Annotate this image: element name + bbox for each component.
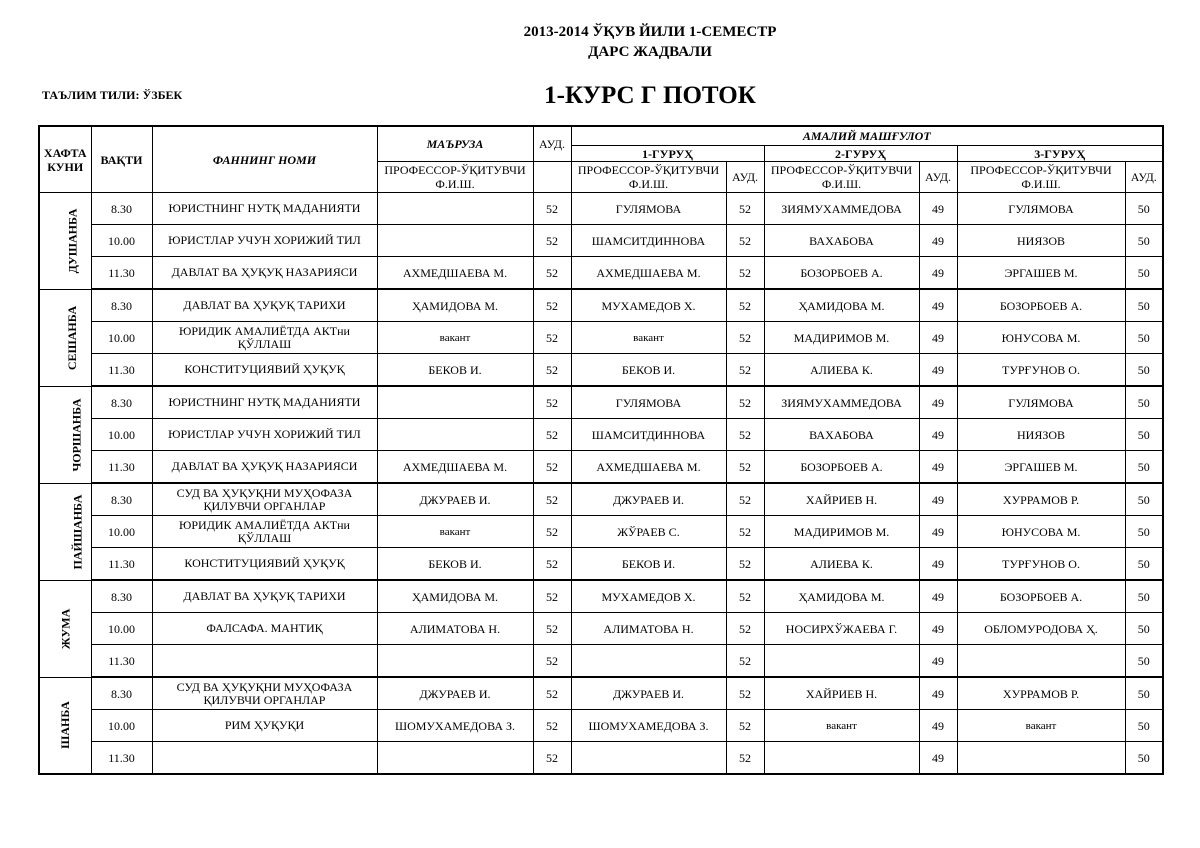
table-row [39,451,1163,484]
group1-teacher-cell: ДЖУРАЕВ И. [571,677,726,710]
group3-teacher-cell: БОЗОРБОЕВ А. [957,580,1125,613]
fio-label: Ф.И.Ш. [1021,177,1061,191]
time-column-header: ВАҚТИ [91,126,152,193]
table-row [39,225,1163,257]
group3-aud-cell: 50 [1125,483,1163,516]
group2-teacher-cell: ХАЙРИЕВ Н. [764,677,919,710]
group1-aud-cell: 52 [726,516,764,548]
lecturer-cell: АХМЕДШАЕВА М. [377,451,533,484]
group1-teacher-cell: вакант [571,322,726,354]
group3-aud-cell: 50 [1125,419,1163,451]
group1-teacher-cell: ГУЛЯМОВА [571,193,726,225]
group3-aud-cell: 50 [1125,613,1163,645]
group3-aud-cell: 50 [1125,451,1163,484]
group3-aud-cell: 50 [1125,742,1163,775]
group3-teacher-cell: ХУРРАМОВ Р. [957,483,1125,516]
group2-aud-cell: 49 [919,613,957,645]
lecture-aud-cell: 52 [533,225,571,257]
lecturer-cell [377,419,533,451]
lecturer-cell: вакант [377,322,533,354]
time-cell: 11.30 [91,257,152,290]
group2-teacher-cell: НОСИРХЎЖАЕВА Г. [764,613,919,645]
prof-label: ПРОФЕССОР-ЎҚИТУВЧИ [770,163,913,177]
group1-teacher-cell: БЕКОВ И. [571,354,726,387]
group2-teacher-cell: ҲАМИДОВА М. [764,289,919,322]
group3-aud-cell: 50 [1125,225,1163,257]
group3-teacher-cell: БОЗОРБОЕВ А. [957,289,1125,322]
table-row [39,677,1163,710]
group3-teacher-cell: ЭРГАШЕВ М. [957,451,1125,484]
group3-aud-cell: 50 [1125,354,1163,387]
fio-label: Ф.И.Ш. [435,177,475,191]
language-label: ТАЪЛИМ ТИЛИ: ЎЗБЕК [42,88,183,102]
lecturer-cell: АХМЕДШАЕВА М. [377,257,533,290]
group1-teacher-cell: ШАМСИТДИННОВА [571,419,726,451]
lecturer-cell: БЕКОВ И. [377,548,533,581]
g1-prof-subheader [571,162,726,193]
time-cell: 8.30 [91,580,152,613]
group1-aud-cell: 52 [726,710,764,742]
subject-cell: ДАВЛАТ ВА ҲУҚУҚ НАЗАРИЯСИ [152,257,377,290]
time-cell: 10.00 [91,613,152,645]
group2-teacher-cell: МАДИРИМОВ М. [764,322,919,354]
group2-aud-cell: 49 [919,710,957,742]
group1-aud-cell: 52 [726,645,764,678]
group1-aud-cell: 52 [726,483,764,516]
day-name: СЕШАНБА [65,305,80,370]
time-cell: 11.30 [91,354,152,387]
group2-aud-cell: 49 [919,742,957,775]
lecture-aud-cell: 52 [533,516,571,548]
group1-aud-cell: 52 [726,354,764,387]
group2-aud-cell: 49 [919,289,957,322]
subject-cell: ДАВЛАТ ВА ҲУҚУҚ НАЗАРИЯСИ [152,451,377,484]
lecture-aud-cell: 52 [533,645,571,678]
group3-teacher-cell: ХУРРАМОВ Р. [957,677,1125,710]
time-cell: 10.00 [91,419,152,451]
group2-teacher-cell: МАДИРИМОВ М. [764,516,919,548]
time-cell: 8.30 [91,386,152,419]
group2-teacher-cell: АЛИЕВА К. [764,548,919,581]
day-name-cell [39,677,91,774]
time-cell: 10.00 [91,516,152,548]
subject-cell: ДАВЛАТ ВА ҲУҚУҚ ТАРИХИ [152,289,377,322]
table-row [39,289,1163,322]
table-row [39,354,1163,387]
group1-aud-cell: 52 [726,677,764,710]
group3-teacher-cell [957,645,1125,678]
group3-aud-cell: 50 [1125,289,1163,322]
lecture-aud-cell: 52 [533,419,571,451]
schedule-table [38,125,1164,775]
group2-teacher-cell: ВАХАБОВА [764,225,919,257]
lecture-aud-cell: 52 [533,677,571,710]
lecturer-cell [377,386,533,419]
group3-aud-cell: 50 [1125,645,1163,678]
group3-aud-cell: 50 [1125,677,1163,710]
g1-aud-subheader: АУД. [726,162,764,193]
subject-cell: РИМ ҲУҚУҚИ [152,710,377,742]
subject-cell: ФАЛСАФА. МАНТИҚ [152,613,377,645]
g3-prof-subheader [957,162,1125,193]
day-name-cell [39,289,91,386]
schedule-body [39,193,1163,775]
day-name-cell [39,580,91,677]
group1-aud-cell: 52 [726,548,764,581]
g2-aud-subheader: АУД. [919,162,957,193]
group1-teacher-cell: МУХАМЕДОВ Х. [571,580,726,613]
prof-label: ПРОФЕССОР-ЎҚИТУВЧИ [970,163,1112,177]
group3-teacher-cell [957,742,1125,775]
group3-teacher-cell: ЭРГАШЕВ М. [957,257,1125,290]
group3-teacher-cell: ТУРҒУНОВ О. [957,548,1125,581]
subject-cell: ДАВЛАТ ВА ҲУҚУҚ ТАРИХИ [152,580,377,613]
group1-aud-cell: 52 [726,451,764,484]
prof-label: ПРОФЕССОР-ЎҚИТУВЧИ [577,163,720,177]
group2-teacher-cell [764,742,919,775]
table-row [39,257,1163,290]
group3-teacher-cell: ГУЛЯМОВА [957,193,1125,225]
fio-label: Ф.И.Ш. [821,177,862,191]
group1-teacher-cell: ШАМСИТДИННОВА [571,225,726,257]
lecture-aud-cell: 52 [533,386,571,419]
group2-header: 2-ГУРУҲ [764,146,957,162]
lecture-aud-cell: 52 [533,710,571,742]
group1-teacher-cell: ДЖУРАЕВ И. [571,483,726,516]
day-name: ПАЙШАНБА [70,494,85,569]
group2-teacher-cell: БОЗОРБОЕВ А. [764,257,919,290]
group2-teacher-cell: ВАХАБОВА [764,419,919,451]
subject-cell: ЮРИСТЛАР УЧУН ХОРИЖИЙ ТИЛ [152,225,377,257]
lecturer-cell [377,742,533,775]
group2-aud-cell: 49 [919,386,957,419]
subject-cell: КОНСТИТУЦИЯВИЙ ҲУҚУҚ [152,354,377,387]
table-row [39,386,1163,419]
day-name: ДУШАНБА [65,208,80,274]
lecturer-cell: БЕКОВ И. [377,354,533,387]
group3-teacher-cell: ЮНУСОВА М. [957,516,1125,548]
lecturer-cell: ДЖУРАЕВ И. [377,677,533,710]
group2-aud-cell: 49 [919,257,957,290]
table-row [39,548,1163,581]
group3-aud-cell: 50 [1125,548,1163,581]
group1-aud-cell: 52 [726,613,764,645]
practice-column-header: АМАЛИЙ МАШҒУЛОТ [571,126,1163,146]
group2-aud-cell: 49 [919,645,957,678]
group2-teacher-cell: БОЗОРБОЕВ А. [764,451,919,484]
group1-aud-cell: 52 [726,289,764,322]
group3-teacher-cell: НИЯЗОВ [957,225,1125,257]
group1-aud-cell: 52 [726,580,764,613]
group1-aud-cell: 52 [726,257,764,290]
lecturer-cell: ШОМУХАМЕДОВА З. [377,710,533,742]
group2-teacher-cell: ХАЙРИЕВ Н. [764,483,919,516]
group3-aud-cell: 50 [1125,386,1163,419]
group1-teacher-cell: АЛИМАТОВА Н. [571,613,726,645]
group3-aud-cell: 50 [1125,193,1163,225]
lecturer-cell: АЛИМАТОВА Н. [377,613,533,645]
table-row [39,742,1163,775]
lecture-aud-cell: 52 [533,289,571,322]
group2-aud-cell: 49 [919,483,957,516]
g3-aud-subheader: АУД. [1125,162,1163,193]
lecture-aud-cell: 52 [533,580,571,613]
subject-cell: СУД ВА ҲУҚУҚНИ МУҲОФАЗА ҚИЛУВЧИ ОРГАНЛАР [152,483,377,516]
subject-cell [152,645,377,678]
group2-aud-cell: 49 [919,225,957,257]
subject-cell: ЮРИДИК АМАЛИЁТДА АКТни ҚЎЛЛАШ [152,322,377,354]
table-row [39,419,1163,451]
time-cell: 10.00 [91,710,152,742]
time-cell: 11.30 [91,742,152,775]
lecture-column-header: МАЪРУЗА [377,126,533,162]
group3-teacher-cell: ОБЛОМУРОДОВА Ҳ. [957,613,1125,645]
lecture-aud-header: АУД. [533,126,571,162]
group1-teacher-cell: АХМЕДШАЕВА М. [571,257,726,290]
group2-teacher-cell: ЗИЯМУХАММЕДОВА [764,386,919,419]
group2-aud-cell: 49 [919,193,957,225]
group2-aud-cell: 49 [919,322,957,354]
day-name: ШАНБА [58,701,73,750]
group2-teacher-cell: ҲАМИДОВА М. [764,580,919,613]
subject-cell: ЮРИДИК АМАЛИЁТДА АКТни ҚЎЛЛАШ [152,516,377,548]
group1-teacher-cell: БЕКОВ И. [571,548,726,581]
group3-aud-cell: 50 [1125,322,1163,354]
lecturer-cell: ДЖУРАЕВ И. [377,483,533,516]
group3-teacher-cell: ТУРҒУНОВ О. [957,354,1125,387]
day-name-cell [39,483,91,580]
table-row [39,710,1163,742]
time-cell: 8.30 [91,193,152,225]
group3-teacher-cell: вакант [957,710,1125,742]
fio-label: Ф.И.Ш. [628,177,669,191]
lecture-aud-cell: 52 [533,322,571,354]
time-cell: 11.30 [91,451,152,484]
subject-cell: ЮРИСТНИНГ НУТҚ МАДАНИЯТИ [152,386,377,419]
time-cell: 10.00 [91,322,152,354]
time-cell: 11.30 [91,548,152,581]
g2-prof-subheader [764,162,919,193]
time-cell: 8.30 [91,289,152,322]
group1-aud-cell: 52 [726,386,764,419]
group3-aud-cell: 50 [1125,710,1163,742]
group2-teacher-cell: ЗИЯМУХАММЕДОВА [764,193,919,225]
group3-aud-cell: 50 [1125,257,1163,290]
group1-aud-cell: 52 [726,419,764,451]
lecture-aud-cell: 52 [533,742,571,775]
group2-teacher-cell [764,645,919,678]
table-row [39,645,1163,678]
group1-aud-cell: 52 [726,742,764,775]
lecture-aud-cell: 52 [533,483,571,516]
subject-cell: СУД ВА ҲУҚУҚНИ МУҲОФАЗА ҚИЛУВЧИ ОРГАНЛАР [152,677,377,710]
group3-aud-cell: 50 [1125,516,1163,548]
lecture-aud-cell: 52 [533,451,571,484]
subject-cell: КОНСТИТУЦИЯВИЙ ҲУҚУҚ [152,548,377,581]
group3-teacher-cell: НИЯЗОВ [957,419,1125,451]
lecture-aud-cell: 52 [533,354,571,387]
group1-teacher-cell: АХМЕДШАЕВА М. [571,451,726,484]
subject-cell: ЮРИСТЛАР УЧУН ХОРИЖИЙ ТИЛ [152,419,377,451]
group2-teacher-cell: вакант [764,710,919,742]
lecture-aud-subheader [533,162,571,193]
group1-teacher-cell: ЖЎРАЕВ С. [571,516,726,548]
day-name-cell [39,193,91,290]
day-name: ЧОРШАНБА [69,397,84,472]
group2-aud-cell: 49 [919,451,957,484]
lecturer-cell [377,193,533,225]
group1-header: 1-ГУРУҲ [571,146,764,162]
lecture-aud-cell: 52 [533,613,571,645]
lecture-aud-cell: 52 [533,257,571,290]
lecturer-cell: ҲАМИДОВА М. [377,580,533,613]
lecture-prof-subheader [377,162,533,193]
table-row [39,516,1163,548]
group1-aud-cell: 52 [726,322,764,354]
subject-column-header: ФАННИНГ НОМИ [152,126,377,193]
group2-teacher-cell: АЛИЕВА К. [764,354,919,387]
group2-aud-cell: 49 [919,548,957,581]
document-title-line2: ДАРС ЖАДВАЛИ [588,44,712,60]
table-row [39,483,1163,516]
lecture-aud-cell: 52 [533,548,571,581]
group2-aud-cell: 49 [919,354,957,387]
group1-aud-cell: 52 [726,225,764,257]
day-name-cell [39,386,91,483]
group2-aud-cell: 49 [919,580,957,613]
day-name: ЖУМА [58,608,73,649]
lecturer-cell: ҲАМИДОВА М. [377,289,533,322]
subject-cell: ЮРИСТНИНГ НУТҚ МАДАНИЯТИ [152,193,377,225]
lecturer-cell [377,225,533,257]
lecture-aud-cell: 52 [533,193,571,225]
time-cell: 8.30 [91,677,152,710]
group3-header: 3-ГУРУҲ [957,146,1163,162]
group1-aud-cell: 52 [726,193,764,225]
group1-teacher-cell [571,645,726,678]
table-row [39,322,1163,354]
time-cell: 8.30 [91,483,152,516]
group1-teacher-cell: ГУЛЯМОВА [571,386,726,419]
group3-aud-cell: 50 [1125,580,1163,613]
prof-label: ПРОФЕССОР-ЎҚИТУВЧИ [384,163,526,177]
lecturer-cell: вакант [377,516,533,548]
course-title: 1-КУРС Г ПОТОК [544,82,756,109]
group1-teacher-cell: МУХАМЕДОВ Х. [571,289,726,322]
group1-teacher-cell: ШОМУХАМЕДОВА З. [571,710,726,742]
group1-teacher-cell [571,742,726,775]
group2-aud-cell: 49 [919,419,957,451]
group2-aud-cell: 49 [919,516,957,548]
time-cell: 11.30 [91,645,152,678]
group2-aud-cell: 49 [919,677,957,710]
table-row [39,193,1163,225]
table-row [39,580,1163,613]
lecturer-cell [377,645,533,678]
day-column-header: ХАФТА КУНИ [39,126,91,193]
subject-cell [152,742,377,775]
time-cell: 10.00 [91,225,152,257]
document-title-line1: 2013-2014 ЎҚУВ ЙИЛИ 1-СЕМЕСТР [523,24,777,40]
group3-teacher-cell: ГУЛЯМОВА [957,386,1125,419]
group3-teacher-cell: ЮНУСОВА М. [957,322,1125,354]
table-row [39,613,1163,645]
